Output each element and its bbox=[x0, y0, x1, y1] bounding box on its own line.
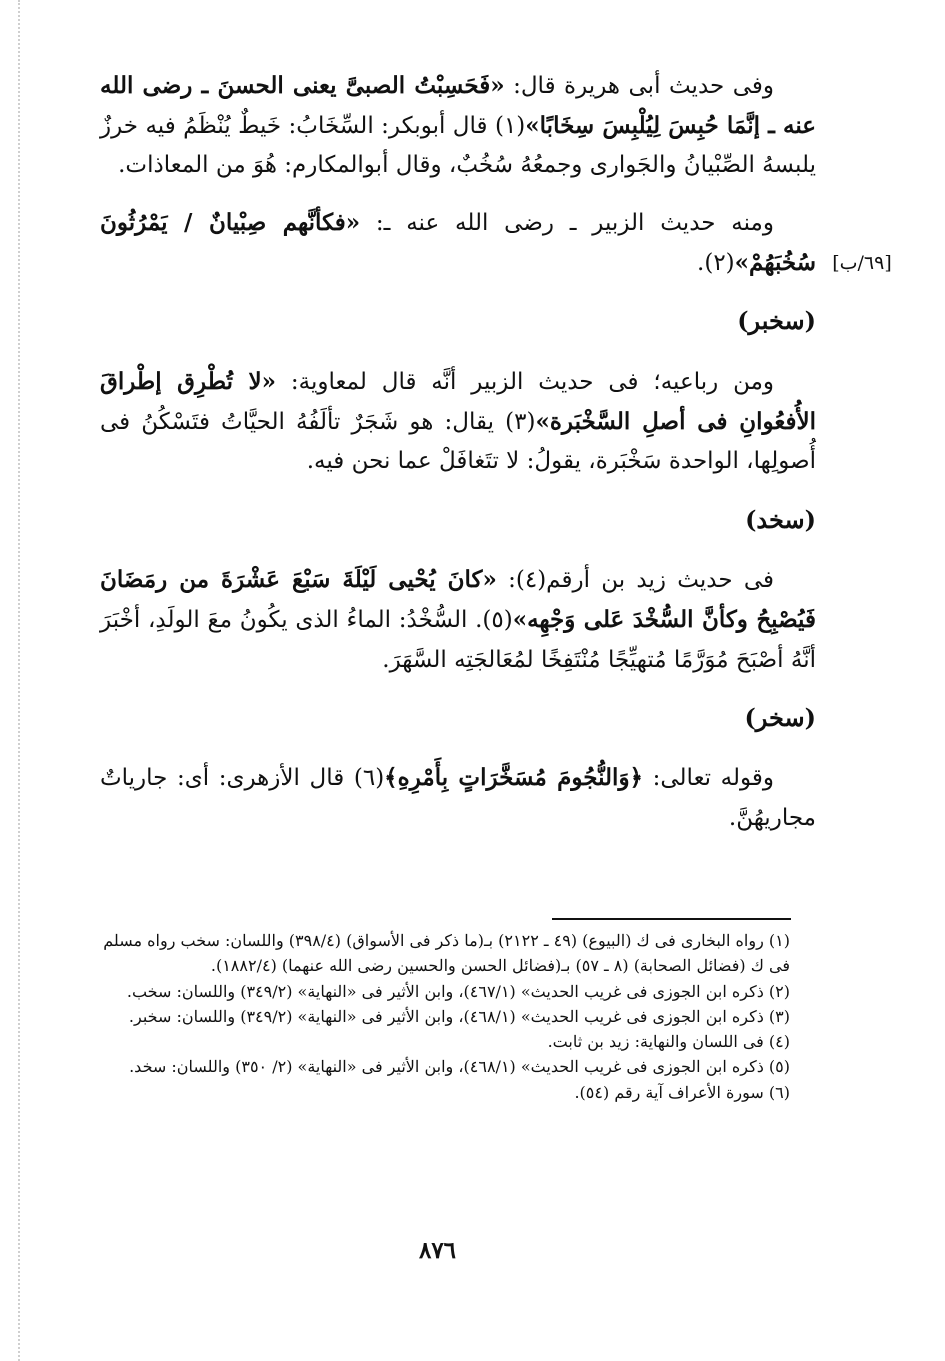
margin-reference: [٦٩/ب] bbox=[832, 252, 892, 274]
paragraph-text: (٣) يقال: هو شَجَرٌ تألَفُهُ الحيَّاتُ فتَسْكُنُ فى أُصولِها، الواحدة سَخْبَرة، يقولُ: لا تتَغافَلْ عما نحن فيه. bbox=[100, 409, 816, 475]
paragraph-text: وقوله تعالى: bbox=[643, 765, 774, 792]
footnote-3: (٣) ذكره ابن الجوزى فى غريب الحديث» (٤٦٨/١)، وابن الأثير فى «النهاية» (٣٤٩/٢) واللسان: سخبر. bbox=[128, 1006, 790, 1026]
footnote-6: (٦) سورة الأعراف آية رقم (٥٤). bbox=[574, 1082, 790, 1102]
paragraph-sakhar bbox=[100, 758, 816, 837]
footnote-5: (٥) ذكره ابن الجوزى فى غريب الحديث» (٤٦٨/١)، وابن الأثير فى «النهاية» (٢/ ٣٥٠) واللسان: سخد. bbox=[129, 1057, 790, 1077]
footnote-4: (٤) فى اللسان والنهاية: زيد بن ثابت. bbox=[547, 1032, 790, 1052]
quran-quote: ﴿وَالنُّجُومَ مُسَخَّرَاتٍ بِأَمْرِهِ﴾ bbox=[384, 764, 644, 792]
paragraph-sakhbar bbox=[100, 362, 816, 481]
paragraph-text: (١) قال أبوبكر: السِّخَابُ: خَيطٌ يُنْظَمُ فيه خرزٌ يلبسهُ الصِّبْيانُ والجَوارى وجمعُهُ سُخُبٌ، وقال أبوالمكارم: هُوَ من المعاذات. bbox=[100, 113, 816, 179]
entry-heading: (سخبر) bbox=[737, 306, 816, 336]
paragraph-text: (٦) قال الأزهرى: أى: جارياتٌ مجاريهُنَّ. bbox=[100, 765, 816, 831]
section-sakhar bbox=[100, 698, 816, 838]
entry-heading: (سخر) bbox=[744, 702, 816, 732]
paragraph-zubayr bbox=[100, 203, 816, 283]
paragraph-text: وفى حديث أبى هريرة قال: bbox=[504, 73, 774, 99]
paragraph-text: (٢). bbox=[697, 250, 735, 277]
paragraph-text: ومن رباعيه؛ فى حديث الزبير أنَّه قال لمعاوية: bbox=[276, 369, 775, 396]
binding-dotted-line bbox=[18, 0, 20, 1361]
footnotes bbox=[82, 928, 790, 1105]
paragraph-abu-hurayra bbox=[100, 66, 816, 185]
hadith-quote: «كانَ يُحْيى لَيْلَةَ سَبْعَ عَشْرَةَ من رمَضَانَ فَيُصْبِحُ وكأنَّ السُّخْدَ عَلى وَجْهِه» bbox=[100, 566, 816, 634]
hadith-quote: «فكأنَّهم صِبْيانٌ / يَمْرُثُونَ سُخُبَهُمْ» bbox=[100, 209, 816, 277]
paragraph-text: (٥). السُّخْدُ: الماءُ الذى يكُونُ معَ الولَدِ، أخْبَرَ أنَّهُ أصْبَحَ مُوَرَّمًا مُتهيِّجًا مُنْتَفِخًا لمُعَالجَتِه السَّهَرَ. bbox=[100, 607, 816, 673]
footnote-1: (١) رواه البخارى فى ك (البيوع) (٤٩ ـ ٢١٢٢) بـ(ما ذكر فى الأسواق) (٣٩٨/٤) واللسان: سخب رواه مسلم فى ك (فضائل الصحابة) (٨ ـ ٥٧) بـ(فضائل الحسن والحسين رضى الله عنهما) (١٨٨٢/٤). bbox=[103, 931, 790, 976]
footnote-separator bbox=[552, 918, 791, 920]
section-sakhd bbox=[100, 500, 816, 680]
page-number: ٨٧٦ bbox=[418, 1237, 457, 1264]
entry-heading: (سخد) bbox=[745, 504, 816, 534]
section-sakhbar bbox=[100, 301, 816, 481]
main-text bbox=[100, 66, 816, 856]
hadith-quote: «فَحَسِبْتُ الصبىَّ يعنى الحسنَ ـ رضى الله عنه ـ إنَّمَا حُبِسَ لِيُلْبِسَ سِخَابًا» bbox=[100, 72, 816, 140]
paragraph-text: ومنه حديث الزبير ـ رضى الله عنه ـ: bbox=[360, 210, 774, 237]
footnote-2: (٢) ذكره ابن الجوزى فى غريب الحديث» (٤٦٧/١)، وابن الأثير فى «النهاية» (٣٤٩/٢) واللسان: سخب. bbox=[126, 981, 790, 1001]
section-sakhab bbox=[100, 66, 816, 283]
paragraph-sakhd bbox=[100, 560, 816, 679]
hadith-quote: «لا تُطْرِق إطْراقَ الأُفعُوانِ فى أصلِ السَّخْبَرة» bbox=[100, 368, 817, 436]
paragraph-text: فى حديث زيد بن أرقم(٤): bbox=[496, 567, 774, 594]
